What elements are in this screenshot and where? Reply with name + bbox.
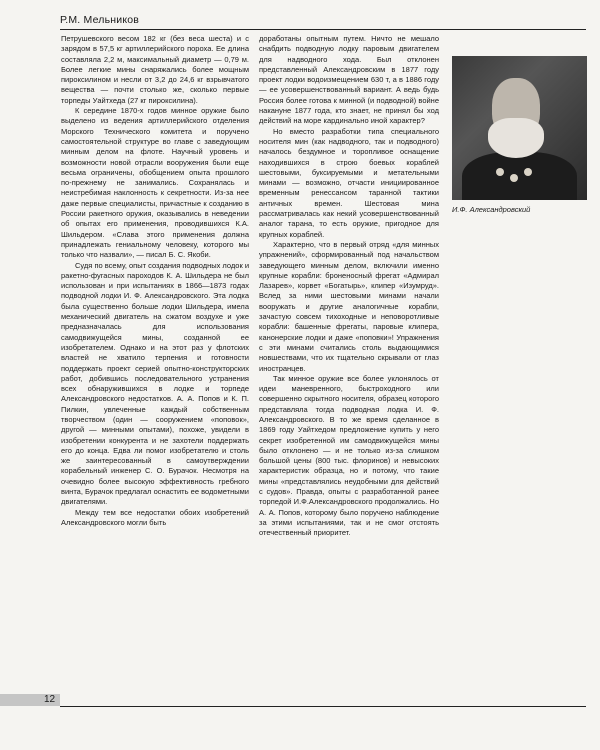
text-column-2 xyxy=(259,34,439,604)
portrait-medal xyxy=(510,174,518,182)
photo-caption: И.Ф. Александровский xyxy=(452,205,531,214)
paragraph: Характерно, что в первый отряд «для минных упражнений», сформированный под начальством заведующего минным делом, включили именно крупные корабли: броненосный фрегат «Адмирал Лазарев», корвет «Богатырь», клипер «Изумруд». Вслед за ними шестовыми минами начали вооружать и другие аналогичные корабли, зачастую совсем тихоходные и неповоротливые корабли: башенные фрегаты, паровые клипера, канонерские лодки и даже «поповки»! Упражнения с эти минами считались столь выдающимися новшествами, что их тщательно скрывали от глаз иностранцев. xyxy=(259,239,439,373)
paragraph: Но вместо разработки типа специального носителя мин (как надводного, так и подводного) началось бездумное и торопливое оснащение находившихся в строю боевых кораблей шестовыми, буксируемыми и метательными минами — возможно, отчасти инициированное временным ренессансом таранной тактики античных времен. Шестовая мина рассматривалась как некий усовершенствованный аналог тарана, то есть оружие, пригодное для крупных кораблей. xyxy=(259,126,439,239)
portrait-beard xyxy=(488,118,544,158)
page-number: 12 xyxy=(44,694,56,705)
text-column-1 xyxy=(61,34,249,692)
paragraph: Петрушевского весом 182 кг (без веса шеста) и с зарядом в 57,5 кг артиллерийского пороха. Ее длина составляла 2,2 м, максимальный диаметр — 0,79 м. Более легкие мины снаряжались более мощным пироксилином и несли от 3,2 до 24,6 кг взрывчатого вещества — почти столько же, сколько первые торпеды Уайтхеда (27 кг пироксилина). xyxy=(61,34,249,105)
paragraph: Так минное оружие все более уклонялось от идеи маневренного, быстроходного или совершенно скрытного носителя, образец которого представляла тогда подводная лодка И. Ф. Александровского. В то же время сделанное в 1869 году Уайтхедом предложение купить у него секрет изобретенной им самодвижущейся мины было отклонено — и не только из-за слишком большой цены (800 тыс. флоринов) и невысоких характеристик образца, но и потому, что такие мины «представлялись неудобными для действий с судов». Правда, опыты с разработанной ранее торпедой И.Ф.Александровского продолжались. Но А. А. Попов, которому было поручено наблюдение за этими испытаниями, так и не смог отстоять отечественный приоритет. xyxy=(259,373,439,538)
header-rule xyxy=(60,29,586,30)
portrait-coat xyxy=(462,152,577,200)
paragraph: Между тем все недостатки обоих изобретений Александровского могли быть xyxy=(61,507,249,527)
paragraph: доработаны опытным путем. Ничто не мешало снабдить подводную лодку паровым двигателем для надводного хода. Был отклонен представленный Александровским в 1877 году проект лодки водоизмещением 630 т, а в 1886 году — ее усовершенствованный вариант. А ведь будь Россия более готова к минной (и подводной) войне накануне 1877 года, кто знает, не принял бы ход действий на море кардинально иной характер? xyxy=(259,34,439,126)
running-header-author: Р.М. Мельников xyxy=(60,14,140,26)
paragraph: К середине 1870-х годов минное оружие было выделено из ведения артиллерийского отделения Морского Технического комитета и поручено самостоятельной структуре во главе с заведующим минным делом на флоте. Научный уровень и возможности новой отрасли вооружения были еще весьма ограничены, обобщением опыта прошлого по-прежнему не занимались. Сохранялась и неистребимая наклонность к секретности. Из-за нее даже первые специалисты, причастные к созданию в России ракетного оружия, оказывались в неведении об опытах его применения, проводившихся К.А. Шильдером. «Слава этого применения должна принадлежать гениальному человеку, которого мы только что назвали», — писал Б. С. Якоби. xyxy=(61,106,249,260)
paragraph: Судя по всему, опыт создания подводных лодок и ракетно-фугасных пароходов К. А. Шильдера не был использован и при испытаниях в 1866—1873 годах подводной лодки И. Ф. Александровского. Эта лодка была существенно больше лодки Шильдера, имела механический двигатель на сжатом воздухе и уже предназначалась для использования самодвижущейся мины, созданной ее изобретателем. Однако и на этот раз у флотских властей не хватило терпения и готовности поддержать проект серией опытно-конструкторских работ, добившись последовательного устранения всех обнаружившихся в лодке и торпеде Александровского недостатков. А. А. Попов и К. П. Пилкин, увлеченные каждый собственным творчеством (один — сооружением «поповок», другой — минными опытами), похоже, увидели в изобретении конкурента и не захотели поддержать его до конца. Едва ли помог изобретателю и столь же заинтересованный в самоутверждении корабельный инженер С. О. Бурачок. Несмотря на очевидно более высокую эффективность гребного винта, Бурачок предлагал оснастить ее водометными двигателями. xyxy=(61,260,249,507)
portrait-medal xyxy=(496,168,504,176)
portrait-photo xyxy=(452,56,587,200)
portrait-medal xyxy=(524,168,532,176)
footer-rule xyxy=(60,706,586,707)
